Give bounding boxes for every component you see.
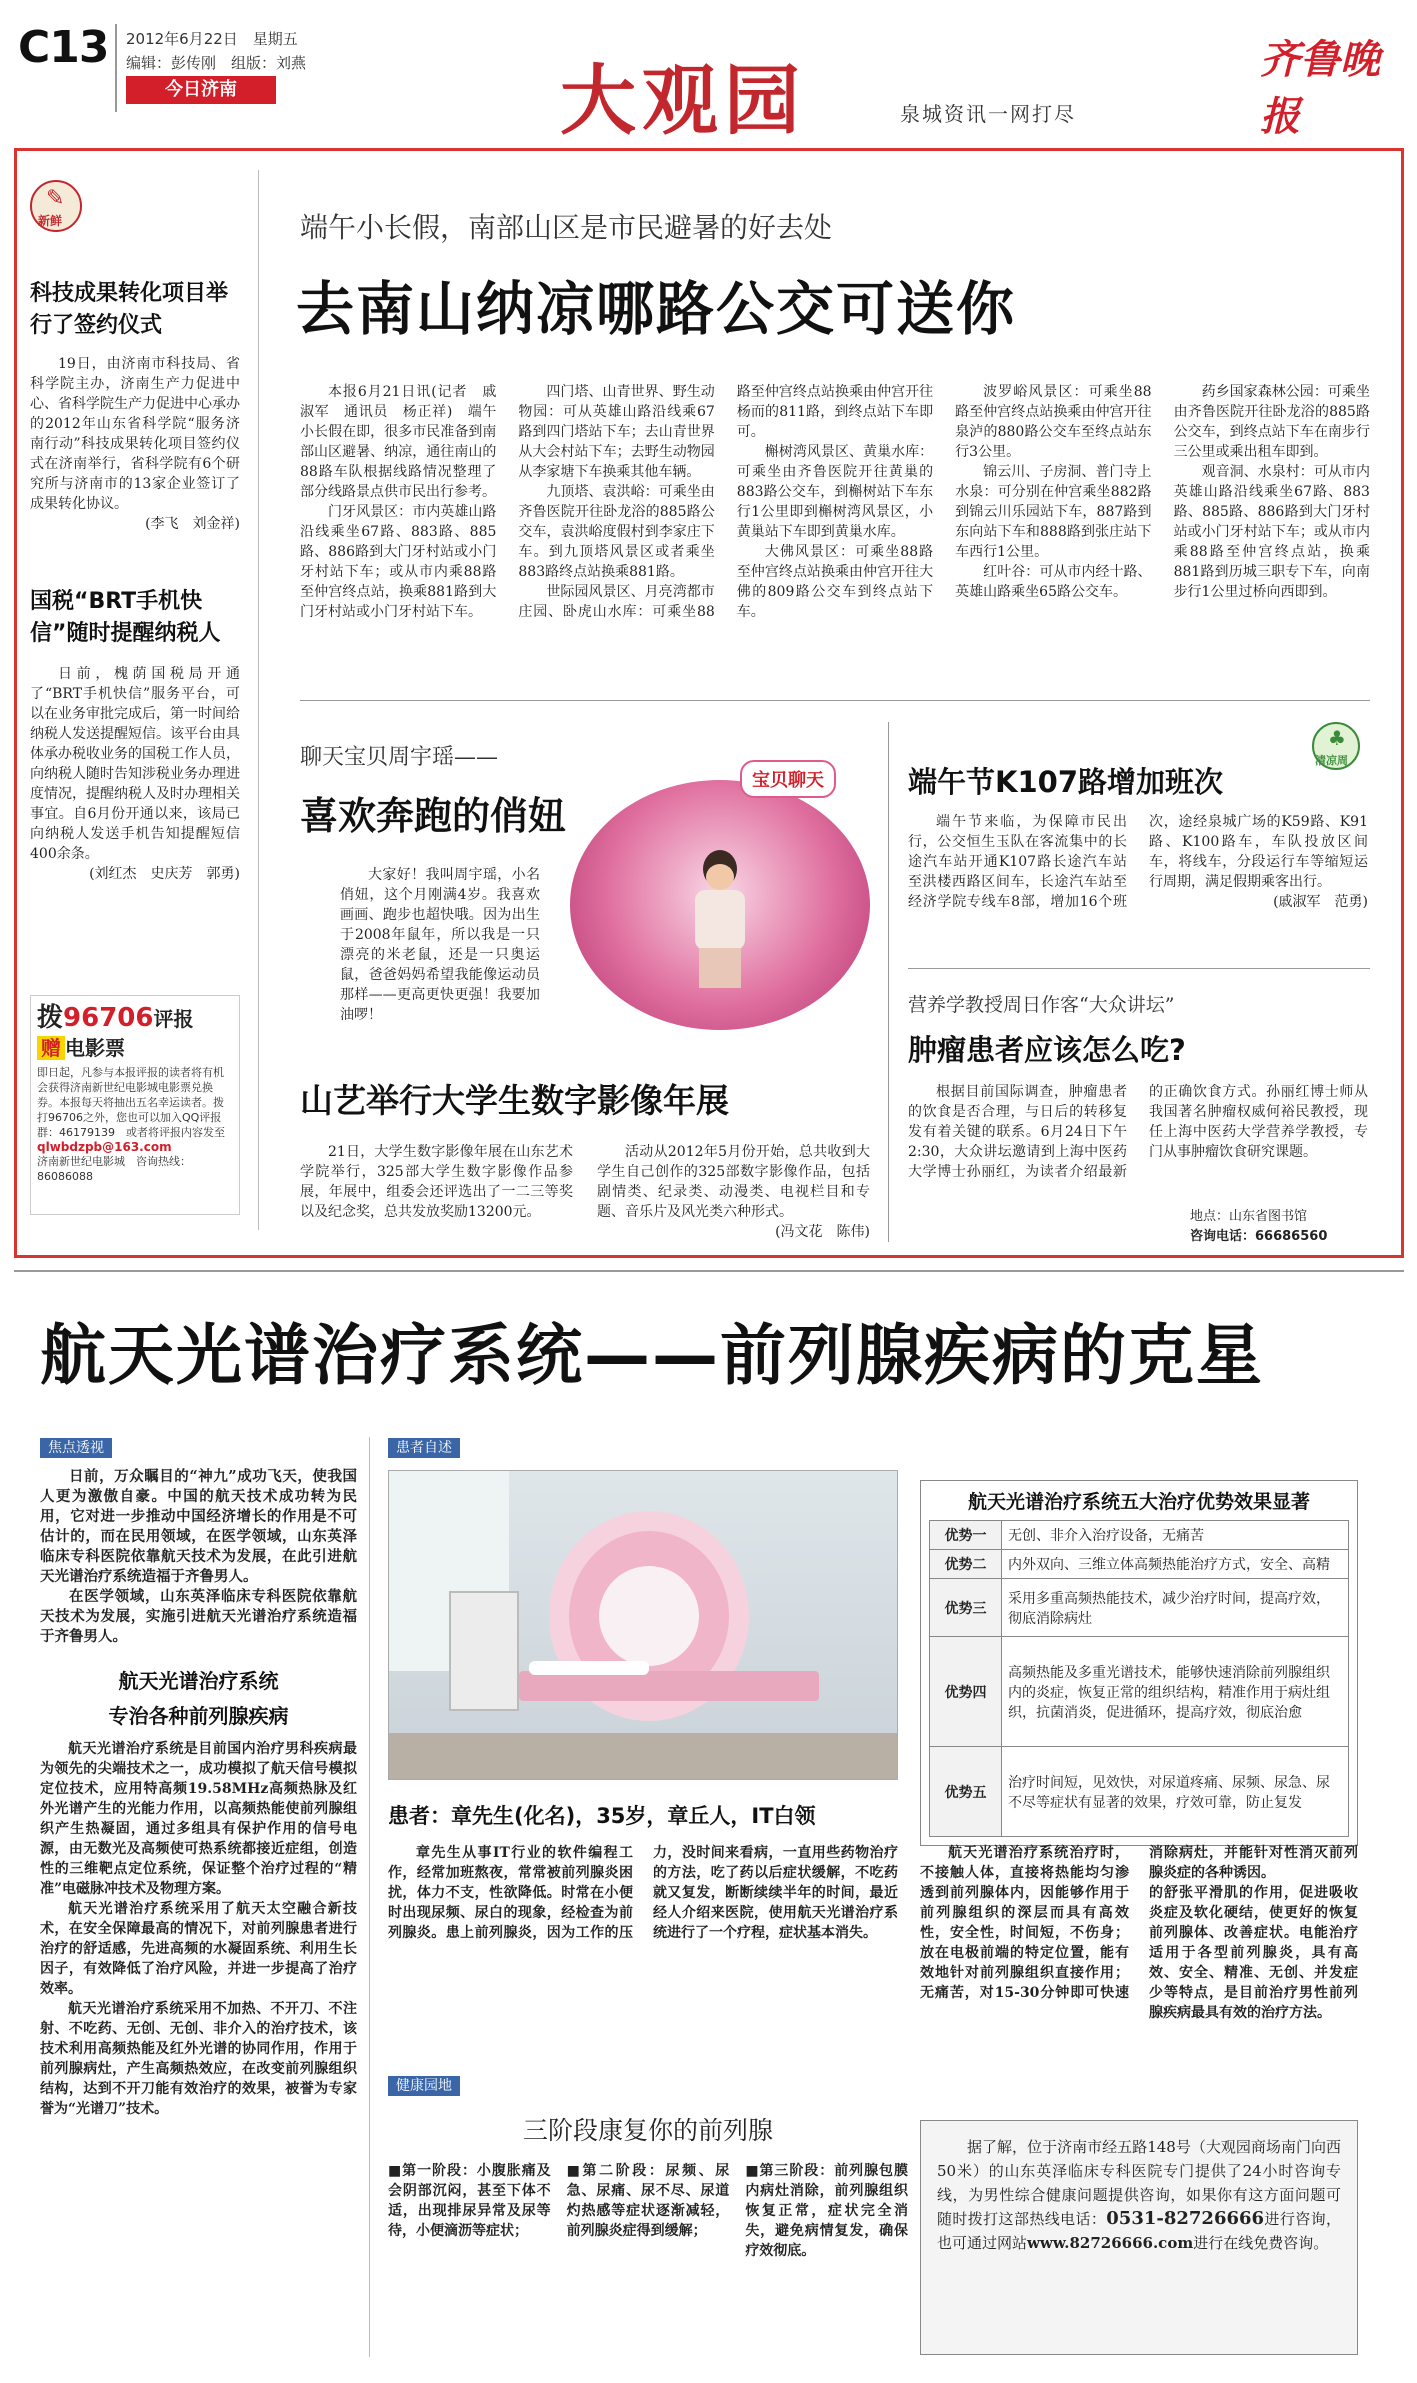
kid-kicker: 聊天宝贝周宇瑶—— (300, 745, 499, 770)
main-kicker: 端午小长假，南部山区是市民避暑的好去处 (300, 211, 833, 244)
side-item-title: 科技成果转化项目举行了签约仪式 (30, 281, 229, 338)
ad-headline: 航天光谱治疗系统——前列腺疾病的克星 (40, 1317, 1264, 1394)
kid-body: 大家好！我叫周宇瑶，小名俏妞，这个月刚满4岁。我喜欢画画、跑步也超快哦。因为出生于2008年鼠年，所以我是一只漂亮的米老鼠，还是一只奥运鼠，爸爸妈妈希望我能像运动员那样——更高更快更强！我要加油啰！ (340, 867, 540, 1023)
side-item-body: 19日，由济南市科技局、省科学院主办，济南生产力促进中心、省科学院生产力促进中心承办的2012年山东省科学院“服务济南行动”科技成果转化项目签约仪式在济南举行，省科学院有6个研究所与济南市的13家企业签订了成果转化协议。 (30, 356, 240, 512)
patient-tag: 患者自述 (388, 1438, 460, 1458)
issue-date: 2012年6月22日 星期五 (126, 30, 298, 48)
patient-body: 章先生从事IT行业的软件编程工作，经常加班熬夜，常常被前列腺炎困扰，体力不支，性欲降低。时常在小便时出现尿频、尿白的现象，经检查为前列腺炎。患上前列腺炎，因为工作的压力，没时间来看病，一直用些药物治疗的方法，吃了药以后症状缓解，不吃药就又复发，断断续续半年的时间，最近经人介绍来医院，使用航天光谱治疗系统进行了一个疗程，症状基本消失。 (388, 1845, 898, 1941)
dv-title: 山艺举行大学生数字影像年展 (300, 1081, 729, 1120)
news-badge (30, 180, 82, 232)
side-item-sign: (李飞 刘金祥) (145, 516, 240, 532)
paper-name: 齐鲁晚报 (1260, 36, 1380, 140)
contact-phone[interactable]: 0531-82726666 (1106, 2208, 1265, 2229)
page-number: C13 (18, 22, 109, 73)
review-ad (30, 995, 240, 1215)
ad-hotline-pre: 拨 (37, 1003, 64, 1033)
patient-title: 患者：章先生(化名)，35岁，章丘人，IT白领 (388, 1804, 816, 1828)
side-item-2 (30, 586, 240, 885)
child-figure (685, 850, 755, 1000)
col1 (40, 1437, 370, 2357)
table-row: 优势四 高频热能及多重光谱技术，能够快速消除前列腺组织内的炎症，恢复正常的组织结构，精准作用于病灶组织，抗菌消炎，促进循环，提高疗效，彻底治愈 (930, 1637, 1349, 1747)
col1-sub1: 航天光谱治疗系统 (118, 1669, 279, 1693)
vertical-divider (888, 722, 889, 1242)
focus-tag: 焦点透视 (40, 1438, 112, 1458)
k107-sign: (戚淑军 范勇) (1273, 894, 1368, 910)
column-title: 大观园 (560, 56, 806, 145)
tumor-kicker: 营养学教授周日作客“大众讲坛” (908, 994, 1175, 1016)
advantage-box (920, 1480, 1358, 1846)
col1-sub2: 专治各种前列腺疾病 (108, 1704, 289, 1728)
table-row: 优势三 采用多重高频热能技术，减少治疗时间，提高疗效，彻底消除病灶 (930, 1579, 1349, 1637)
table-row: 优势五 治疗时间短，见效快，对尿道疼痛、尿频、尿急、尿不尽等症状有显著的效果，疗效可靠，防止复发 (930, 1747, 1349, 1837)
side-item-title: 国税“BRT手机快信”随时提醒纳税人 (30, 589, 221, 646)
ad-hotline-post: 评报 (153, 1007, 194, 1031)
k107-badge-label: 清凉周 (1315, 754, 1348, 767)
kid-badge: 宝贝聊天 (740, 760, 836, 798)
header-divider (115, 24, 117, 112)
side-item-body: 日前，槐荫国税局开通了“BRT手机快信”服务平台，可以在业务审批完成后，第一时间给纳税人发送提醒短信。该平台由具体承办税收业务的国税工作人员，向纳税人随时告知涉税业务办理进度情况，提醒纳税人及时办理相关事宜。自6月份开通以来，该局已向纳税人发送手机告知提醒短信400余条。 (30, 666, 240, 862)
k107-title: 端午节K107路增加班次 (908, 765, 1224, 799)
k107-badge (1312, 722, 1360, 770)
table-row: 优势一 无创、非介入治疗设备，无痛苦 (930, 1521, 1349, 1550)
col2 (388, 1437, 898, 1457)
column-slogan: 泉城资讯一网打尽 (900, 102, 1076, 126)
ad-email: qlwbdzpb@163.com (37, 1140, 172, 1154)
tumor-title: 肿瘤患者应该怎么吃? (908, 1033, 1186, 1067)
col1-body: 航天光谱治疗系统是目前国内治疗男科疾病最为领先的尖端技术之一，成功模拟了航天信号模拟定位技术，应用特高频19.58MHz高频热脉及红外光谱产生的光能力作用，以高频热能使前列腺组织产生热凝固，通过多组具有保护作用的信号电源，由无数光及高频使可热系统都接近症组，创造性的三维靶点定位系统，保证整个治疗过程的“精准”电磁脉冲技术及物理方案。 航天光谱治疗系统采用了航天太空融合新技术，在安全保障最高的情况下，对前列腺患者进行治疗的舒适感，先进高频的水凝固系统、利用生长因子，有效降低了治疗风险，并进一步提高了治疗效率。 航天光谱治疗系统采用不加热、不开刀、不注射、不吃药、无创、无创、非介入的治疗技术，该技术利用高频热能及红外光谱的协同作用，作用于前列腺病灶，产生高频热效应，在改变前列腺组织结构，达到不开刀能有效治疗的效果，被誉为专家誉为“光谱刀”技术。 (40, 1741, 357, 2117)
ad-top-border (14, 1270, 1404, 1272)
ad-gift-post: 电影票 (65, 1036, 125, 1060)
tumor-phone: 咨询电话：66686560 (1190, 1229, 1328, 1244)
side-item-sign: (刘红杰 史庆芳 郭勇) (89, 866, 240, 882)
kid-photo (570, 780, 870, 1030)
col1-intro: 日前，万众瞩目的“神九”成功飞天，使我国人更为激傲自豪。中国的航天技术成功转为民用，它对进一步推动中国经济增长的作用是不可估计的，而在民用领域，在医学领域，山东英泽临床专科医院依靠航天技术为发展，在此引进航天光谱治疗系统造福于齐鲁男人。 在医学领域，山东英泽临床专科医院依靠航天技术为发展，实施引进航天光谱治疗系统造福于齐鲁男人。 (40, 1468, 357, 1645)
advantage-table (929, 1520, 1349, 1837)
side-item-1 (30, 278, 240, 535)
news-badge-label: 新鲜 (38, 214, 63, 228)
tumor-address: 地点：山东省图书馆 (1190, 1209, 1308, 1224)
ad-body: 即日起，凡参与本报评报的读者将有机会获得济南新世纪电影城电影票兑换券。本报每天将抽出五名幸运读者。拨打96706之外，您也可以加入QQ评报群：46179139 或者将评报内容发至 (37, 1066, 225, 1139)
contact-url[interactable]: www.82726666.com (1027, 2234, 1194, 2252)
tumor-body: 根据目前国际调查，肿瘤患者的饮食是否合理，与日后的转移复发有着关键的联系。6月24日下午2:30，大众讲坛邀请到上海中医药大学博士孙丽红，为读者介绍最新的正确饮食方式。孙丽红博士师从我国著名肿瘤权威何裕民教授，现任上海中医药大学营养学教授，专门从事肿瘤饮食研究课题。 (908, 1084, 1368, 1180)
side-divider (258, 170, 259, 1230)
dv-para-2: 活动从2012年5月份开始，总共收到大学生自己创作的325部数字影像作品，包括剧情类、纪录类、动漫类、电视栏目和专题、音乐片及风光类六种形式。 (597, 1144, 870, 1220)
health-section (388, 2075, 908, 2261)
section-label: 今日济南 (126, 76, 276, 104)
health-tag: 健康园地 (388, 2076, 460, 2096)
pen-icon: ✎ (46, 186, 65, 211)
main-title: 去南山纳凉哪路公交可送你 (296, 275, 1017, 343)
ad-hotline: 96706 (63, 1003, 154, 1033)
col3-body: 航天光谱治疗系统治疗时，不接触人体，直接将热能均匀渗透到前列腺体内，因能够作用于前列腺组织的深层而具有高效性，安全性，时间短，不伤身；放在电极前端的特定位置，能有效地针对前列腺组织直接作用；无痛苦，对15-30分钟即可快速消除病灶，并能针对性消灭前列腺炎症的各种诱因。 的舒张平滑肌的作用，促进吸收炎症及软化硬结，使更好的恢复前列腺体、改善症状。电能治疗适用于各型前列腺炎，具有高效、安全、精准、无创、并发症少等特点，是目前治疗男性前列腺疾病最具有效的治疗方法。 (920, 1845, 1358, 2021)
dv-sign: (冯文花 陈伟) (775, 1224, 870, 1240)
main-divider (300, 700, 1370, 701)
kid-title: 喜欢奔跑的俏妞 (300, 794, 567, 838)
health-body: ■第一阶段：小腹胀痛及会阴部沉闷，甚至下体不适，出现排尿异常及尿等待，小便滴沥等症状； ■第二阶段：尿频、尿急、尿痛、尿不尽、尿道灼热感等症状逐渐减轻，前列腺炎症得到缓解； ■第三阶段：前列腺包膜内病灶消除，前列腺组织恢复正常，症状完全消失，避免病情复发，确保疗效彻底。 (388, 2163, 908, 2259)
contact-box (920, 2120, 1358, 2355)
tree-icon: ♣ (1328, 726, 1346, 750)
advantage-title: 航天光谱治疗系统五大治疗优势效果显著 (967, 1491, 1310, 1513)
right-divider (908, 968, 1370, 969)
dv-body (300, 1142, 870, 1243)
dv-para-1: 21日，大学生数字影像年展在山东艺术学院举行，325部大学生数字影像作品参展，年展中，组委会还评选出了一二三等奖以及纪念奖，总共发放奖励13200元。 (300, 1144, 573, 1220)
ad-foot: 济南新世纪电影城 咨询热线：86086088 (37, 1155, 191, 1183)
table-row: 优势二 内外双向、三维立体高频热能治疗方式，安全、高精 (930, 1550, 1349, 1579)
device-photo (388, 1470, 898, 1780)
health-title: 三阶段康复你的前列腺 (522, 2116, 773, 2145)
main-body: 本报6月21日讯(记者 戚淑军 通讯员 杨正祥) 端午小长假在即，很多市民准备到南部山区避暑、纳凉，通往南山的88路车队根据线路情况整理了部分线路景点供市民出行参考。 门牙风景区：市内英雄山路沿线乘坐67路、883路、885路、886路到大门牙村站或小门牙村站下车；或从市内乘88路至仲宫终点站，换乘881路到大门牙村站或小门牙村站下车。 四门塔、山青世界、野生动物园：可从英雄山路沿线乘67路到四门塔站下车；去山青世界从大会村站下车；去野生动物园从李家塘下车换乘其他车辆。 九顶塔、袁洪峪：可乘坐由齐鲁医院开往卧龙浴的885路公交车，袁洪峪度假村到李家庄下车。到九顶塔风景区或者乘坐883路终点站换乘881路。 世际园风景区、月亮湾都市庄园、卧虎山水库：可乘坐88路至仲宫终点站换乘由仲宫开往杨而的811路，到终点站下车即可。 槲树湾风景区、黄巢水库：可乘坐由齐鲁医院开往黄巢的883路公交车，到槲树站下车东行1公里即到槲树湾风景区，小黄巢站下车即到黄巢水库。 大佛风景区：可乘坐88路至仲宫终点站换乘由仲宫开往大佛的809路公交车到终点站下车。 波罗峪风景区：可乘坐88路至仲宫终点站换乘由仲宫开往泉泸的880路公交车至终点站东行3公里。 锦云川、子房洞、普门寺上水泉：可分别在仲宫乘坐882路到锦云川乐园站下车，887路到东向站下车和888路到张庄站下车西行1公里。 红叶谷：可从市内经十路、英雄山路乘坐65路公交车。 药乡国家森林公园：可乘坐由齐鲁医院开往卧龙浴的885路公交车，到终点站下车在南步行三公里或乘出租车即到。 观音洞、水泉村：可从市内英雄山路沿线乘坐67路、883路、885路、886路到大门牙村站或小门牙村站下车；或从市内乘88路至仲宫终点站，换乘881路到历城三职专下车，向南步行1公里过桥向西即到。 (300, 384, 1370, 620)
k107-body: 端午节来临，为保障市民出行，公交恒生玉队在客流集中的长途汽车站开通K107路长途汽车站至洪楼西路区间车，长途汽车站至经济学院专线车8部，增加16个班次，途经泉城广场的K59路、K91路、K100路车，车队投放区间车，将线车，分段运行车等缩短运行周期，满足假期乘客出行。 (戚淑军 范勇) (908, 812, 1368, 913)
ad-gift: 赠 (37, 1036, 65, 1060)
editor-line: 编辑：彭传刚 组版：刘燕 (126, 54, 307, 72)
contact-body: 据了解，位于济南市经五路148号（大观园商场南门向西50米）的山东英泽临床专科医院专门提供了24小时咨询专线，为男性综合健康问题提供咨询，如果你有这方面问题可随时拨打这部热线电话：0531-82726666进行咨询，也可通过网站www.82726666.com进行在线免费咨询。 (937, 2138, 1341, 2252)
